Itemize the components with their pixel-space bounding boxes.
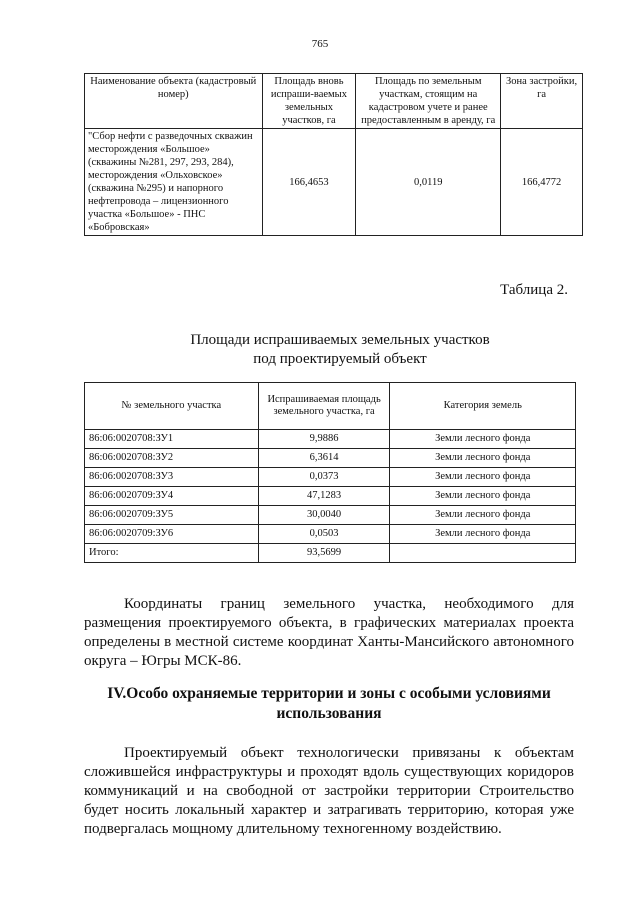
infrastructure-paragraph-text: Проектируемый объект технологически привязаны к объектам сложившейся инфраструктуры и проходят вдоль существующих коридоров коммуникаций и на свободной от застройки территории Строительство будет носить локальный характер и затрагивать территорию, которая уже подвергалась мощному длительному техногенному воздействию. [84, 745, 574, 837]
plot-id-cell: 86:06:0020709:ЗУ5 [85, 506, 259, 525]
table-row [85, 506, 576, 525]
land-category-cell: Земли лесного фонда [390, 487, 576, 506]
land-category-cell: Земли лесного фонда [390, 506, 576, 525]
column-header-object-name: Наименование объекта (кадастровый номер) [85, 74, 263, 129]
plot-area-cell: 30,0040 [258, 506, 390, 525]
table-caption: Таблица 2. [500, 282, 568, 298]
table-row [85, 430, 576, 449]
plot-id-cell: 86:06:0020709:ЗУ4 [85, 487, 259, 506]
plot-area-cell: 0,0503 [258, 525, 390, 544]
total-area-cell: 93,5699 [258, 544, 390, 563]
table-row [85, 468, 576, 487]
page-number: 765 [311, 38, 329, 50]
plot-area-cell: 9,9886 [258, 430, 390, 449]
zone-cell: 166,4772 [501, 129, 583, 236]
section-heading: IV.Особо охраняемые территории и зоны с особыми условиями использования [107, 685, 551, 722]
plot-id-cell: 86:06:0020708:ЗУ1 [85, 430, 259, 449]
total-label-cell: Итого: [85, 544, 259, 563]
plot-area-cell: 47,1283 [258, 487, 390, 506]
table-row [85, 487, 576, 506]
land-category-cell: Земли лесного фонда [390, 430, 576, 449]
table-title-line-2: под проектируемый объект [253, 351, 427, 367]
table-title [0, 331, 640, 369]
plot-id-cell: 86:06:0020709:ЗУ6 [85, 525, 259, 544]
infrastructure-paragraph [84, 744, 574, 839]
column-header-zone: Зона застройки, га [501, 74, 583, 129]
coordinates-paragraph [84, 595, 574, 671]
table-header-row [85, 74, 583, 129]
table-row [85, 449, 576, 468]
table-row [85, 129, 583, 236]
table-total-row [85, 544, 576, 563]
table-title-line-1: Площади испрашиваемых земельных участков [190, 332, 490, 348]
column-header-plot-area: Испрашиваемая площадь земельного участка, га [258, 383, 390, 430]
column-header-plot-id: № земельного участка [85, 383, 259, 430]
plot-area-cell: 6,3614 [258, 449, 390, 468]
plot-area-cell: 0,0373 [258, 468, 390, 487]
column-header-new-area: Площадь вновь испраши-ваемых земельных участков, га [262, 74, 356, 129]
coordinates-paragraph-text: Координаты границ земельного участка, необходимого для размещения проектируемого объекта, в графических материалах проекта определены в местной системе координат Ханты-Мансийского автономного округа – Югры МСК-86. [84, 596, 574, 669]
objects-area-table [84, 73, 583, 236]
registered-area-cell: 0,0119 [356, 129, 501, 236]
object-name-cell: "Сбор нефти с разведочных скважин месторождения «Большое» (скважины №281, 297, 293, 284), месторождения «Ольховское» (скважина №295) и напорного нефтепровода – лицензионного участка «Большое» - ПНС «Бобровская» [85, 129, 263, 236]
new-area-cell: 166,4653 [262, 129, 356, 236]
land-category-cell: Земли лесного фонда [390, 468, 576, 487]
land-category-cell: Земли лесного фонда [390, 525, 576, 544]
plot-id-cell: 86:06:0020708:ЗУ2 [85, 449, 259, 468]
land-plots-table [84, 382, 576, 563]
table-header-row [85, 383, 576, 430]
plot-id-cell: 86:06:0020708:ЗУ3 [85, 468, 259, 487]
column-header-land-category: Категория земель [390, 383, 576, 430]
land-category-cell: Земли лесного фонда [390, 449, 576, 468]
table-row [85, 525, 576, 544]
column-header-registered-area: Площадь по земельным участкам, стоящим на кадастровом учете и ранее предоставленным в аренду, га [356, 74, 501, 129]
total-category-cell [390, 544, 576, 563]
